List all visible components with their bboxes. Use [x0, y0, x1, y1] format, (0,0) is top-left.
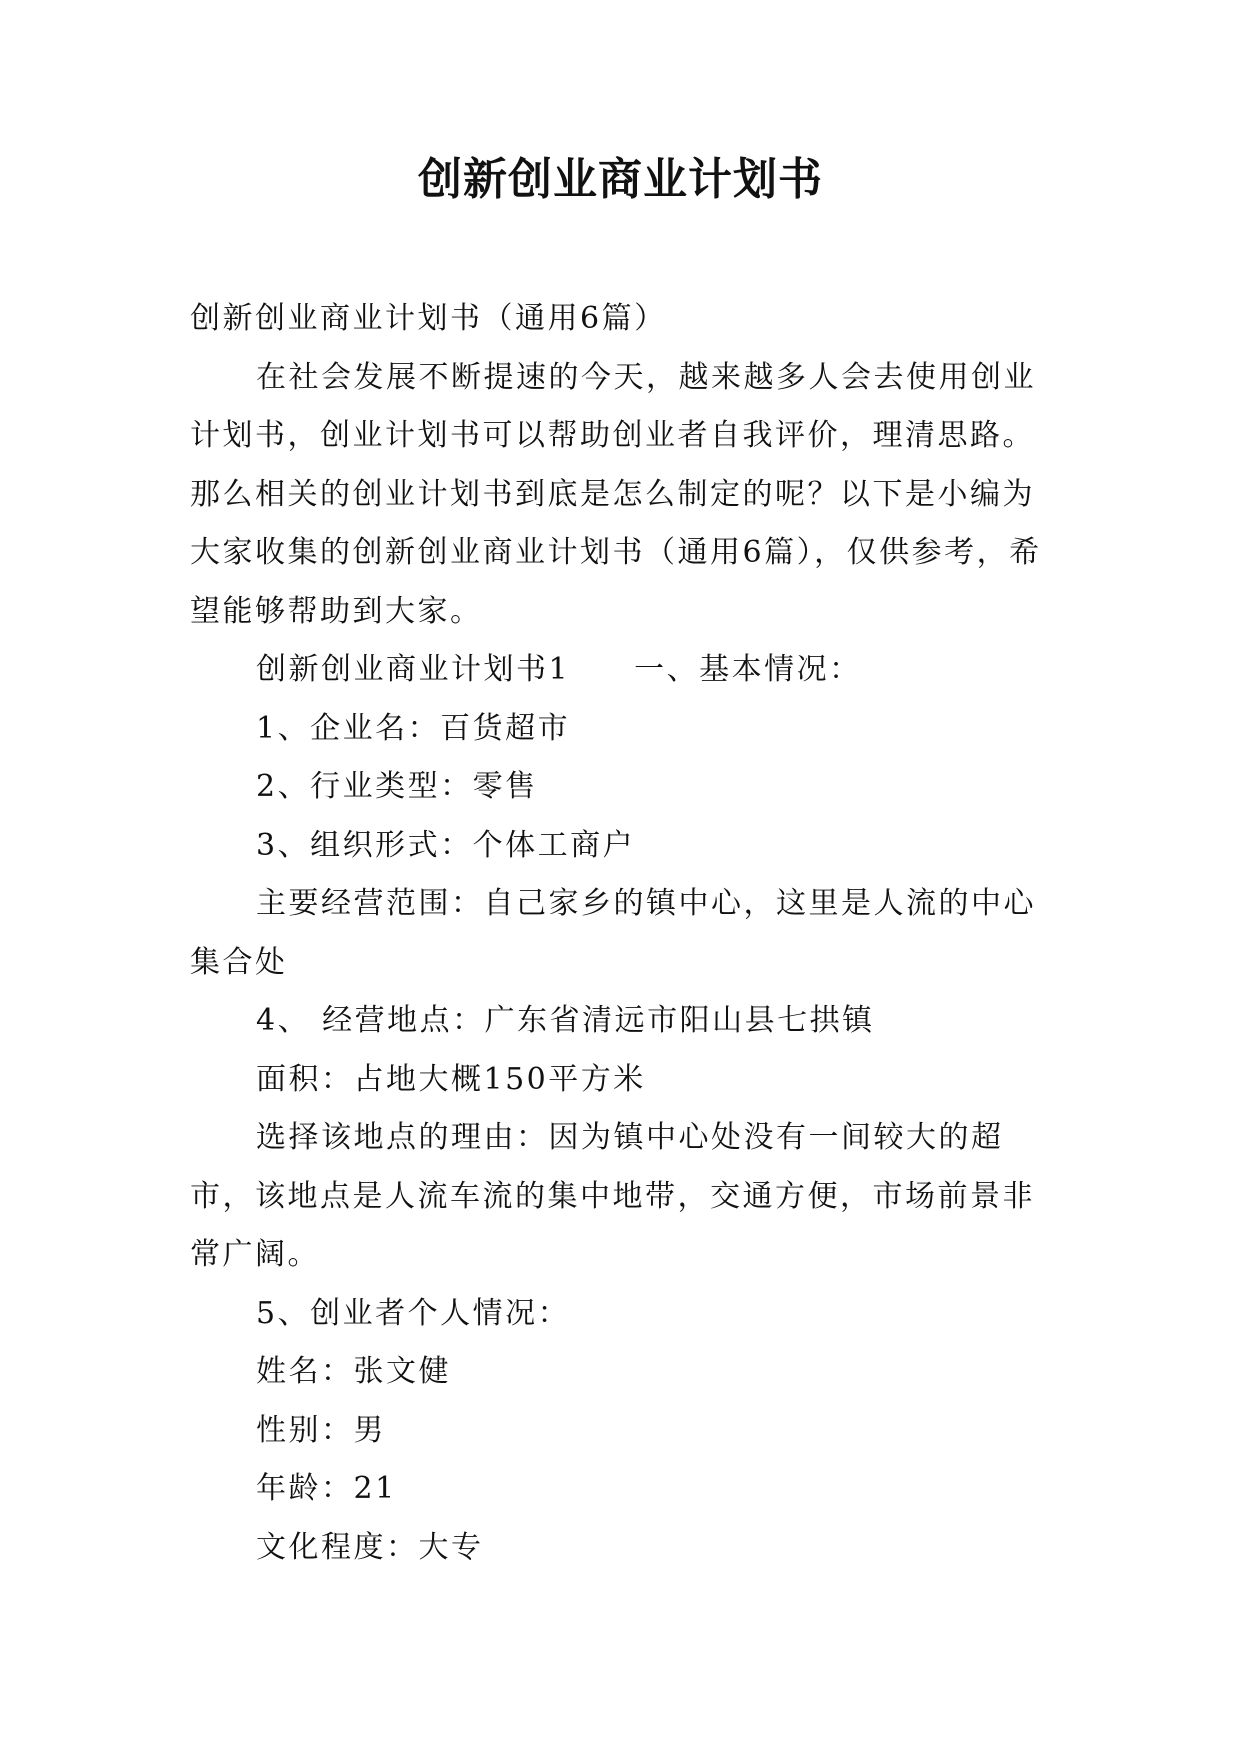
founder-name: 姓名：张文健 — [256, 1354, 451, 1389]
item-location-reason: 选择该地点的理由：因为镇中心处没有一间较大的超市，该地点是人流车流的集中地带，交通方便，市场前景非常广阔。 — [190, 1120, 1035, 1272]
founder-age: 年龄：21 — [256, 1471, 397, 1506]
item-organization: 3、组织形式：个体工商户 — [256, 827, 636, 863]
section-title: 创新创业商业计划书1 — [256, 652, 571, 687]
section-heading: 一、基本情况： — [634, 652, 862, 687]
document-title: 创新创业商业计划书 — [418, 154, 823, 205]
founder-education: 文化程度：大专 — [256, 1529, 484, 1565]
founder-gender: 性别：男 — [256, 1412, 386, 1448]
item-area: 面积：占地大概150平方米 — [256, 1061, 646, 1097]
item-location: 4、 经营地点：广东省清远市阳山县七拱镇 — [256, 1003, 875, 1038]
section-heading-line — [190, 641, 1062, 700]
subtitle: 创新创业商业计划书（通用6篇） — [190, 301, 667, 336]
item-company: 1、企业名：百货超市 — [256, 710, 571, 746]
item-business-scope: 主要经营范围：自己家乡的镇中心，这里是人流的中心集合处 — [190, 886, 1036, 980]
item-founder-heading: 5、创业者个人情况： — [256, 1295, 571, 1331]
intro-paragraph: 在社会发展不断提速的今天，越来越多人会去使用创业计划书，创业计划书可以帮助创业者自我评价，理清思路。那么相关的创业计划书到底是怎么制定的呢？以下是小编为大家收集的创新创业商业计划书（通用6篇），仅供参考，希望能够帮助到大家。 — [190, 359, 1042, 629]
document-body — [190, 290, 1062, 1577]
item-industry: 2、行业类型：零售 — [256, 769, 538, 804]
